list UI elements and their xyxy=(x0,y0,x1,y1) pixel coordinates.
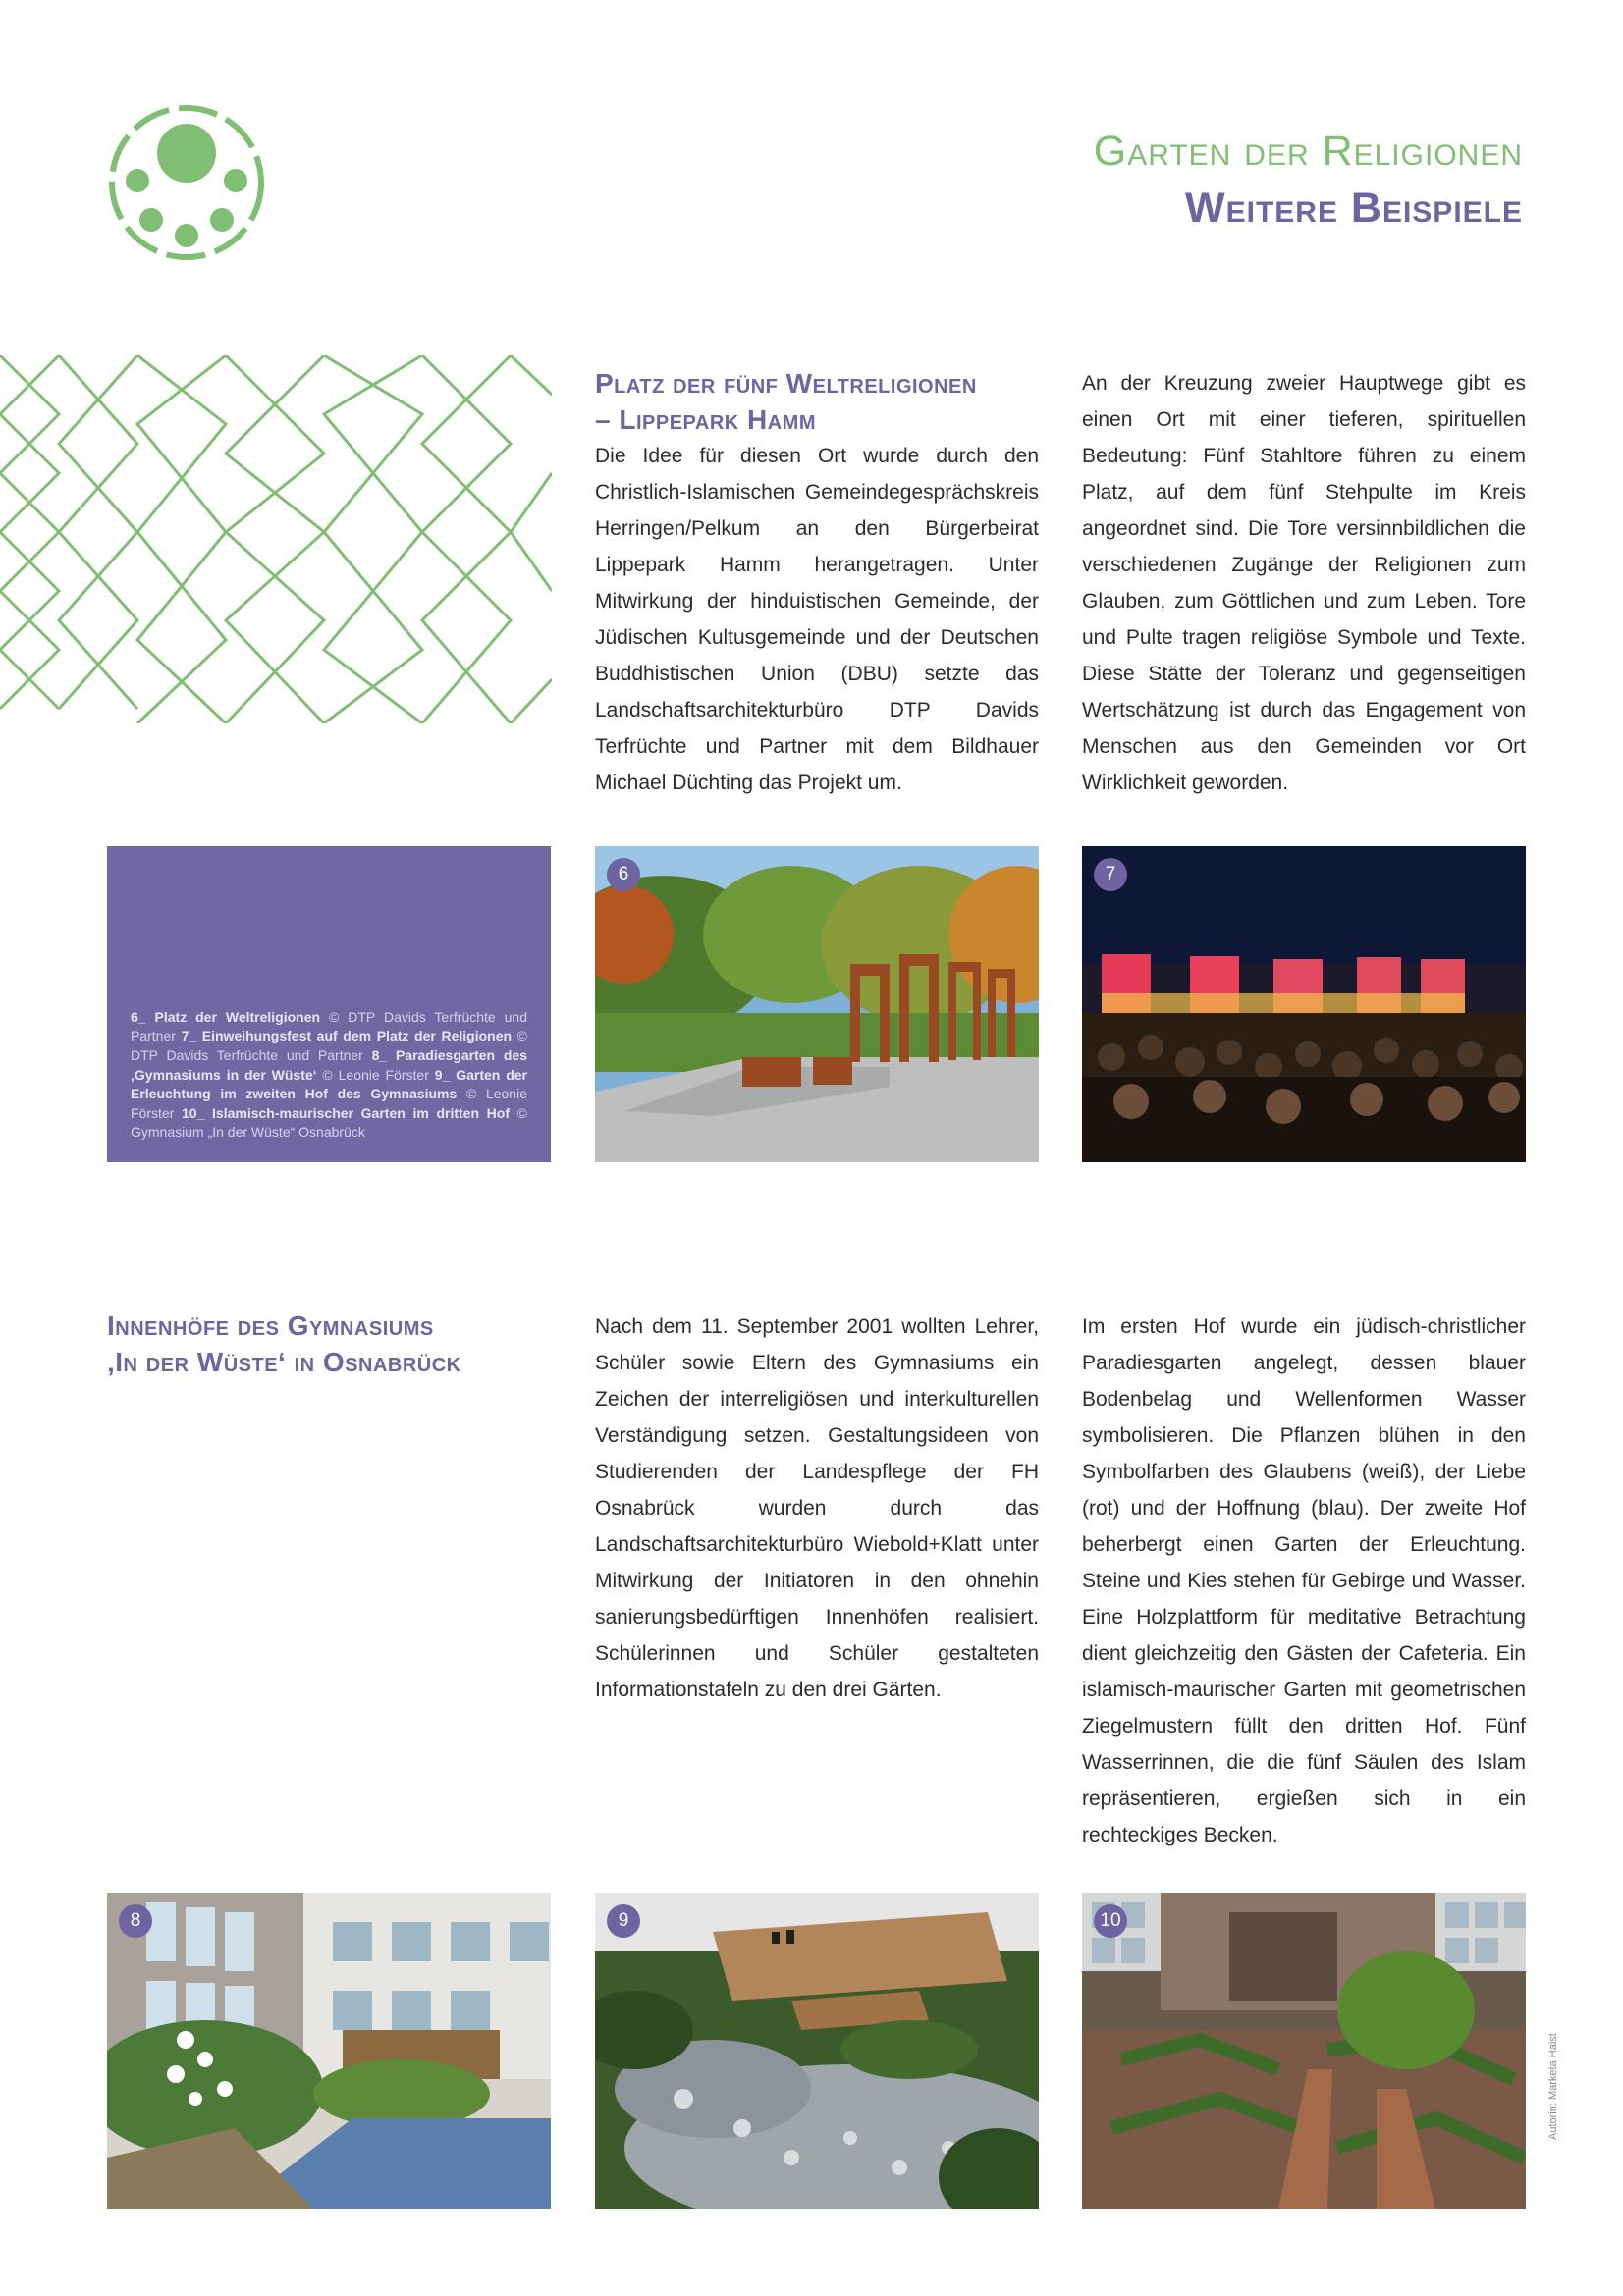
photo-8-number-badge: 8 xyxy=(119,1904,152,1938)
section2-heading-line1: Innenhöfe des Gymnasiums xyxy=(107,1310,434,1341)
header-title-line2: Weitere Beispiele xyxy=(1185,185,1523,232)
caption-6-label: 6_ Platz der Weltreligionen xyxy=(131,1008,321,1025)
green-lattice-pattern-icon xyxy=(0,355,552,723)
photo-6-image xyxy=(595,846,1039,1162)
caption-7-label: 7_ Einweihungsfest auf dem Platz der Religionen xyxy=(181,1028,513,1044)
photo-10 xyxy=(1082,1893,1526,2209)
section2-heading-line2: ‚In der Wüste‘ in Osnabrück xyxy=(107,1347,461,1377)
caption-8-label: 8_ Paradiesgarten des ‚Gymnasiums in der Wüste‘ xyxy=(131,1047,527,1083)
section1-text-col1: Die Idee für diesen Ort wurde durch den Christlich-Islamischen Gemeindegesprächskreis Herringen/Pelkum an den Bürgerbeirat Lippepark Hamm herangetragen. Unter Mitwirkung der hinduistischen Gemeinde, der Jüdischen Kultusgemeinde und der Deutschen Buddhistischen Union (DBU) setzte das Landschaftsarchitekturbüro DTP Davids Terfrüchte und Partner mit dem Bildhauer Michael Düchting das Projekt um. xyxy=(595,445,1039,794)
caption-6-credit: © DTP Davids Terfrüchte und Partner xyxy=(131,1008,527,1044)
section2-heading xyxy=(107,1308,551,1380)
caption-9-credit: © Leonie Förster xyxy=(131,1086,527,1121)
caption-box xyxy=(107,846,551,1162)
photo-8 xyxy=(107,1893,551,2209)
section1-heading-line2: – Lippepark Hamm xyxy=(595,404,816,435)
section2-column-right xyxy=(1082,1308,1526,1853)
caption-8-credit: © Leonie Förster xyxy=(316,1066,435,1083)
photo-7-number-badge: 7 xyxy=(1094,858,1127,891)
section2-column-left xyxy=(595,1308,1039,1708)
section2-text-col2: Im ersten Hof wurde ein jüdisch-christlicher Paradiesgarten angelegt, dessen blauer Bodenbelag und Wellenformen Wasser symbolisieren. Die Pflanzen blühen in den Symbolfarben des Glaubens (weiß), der Liebe (rot) und der Hoffnung (blau). Der zweite Hof beherbergt einen Garten der Erleuchtung. Steine und Kies stehen für Gebirge und Wasser. Eine Holzplattform für meditative Betrachtung dient gleichzeitig den Gästen der Cafeteria. Ein islamisch-maurischer Garten mit geometrischen Ziegelmustern füllt den dritten Hof. Fünf Wasserrinnen, die die fünf Säulen des Islam repräsentieren, ergießen sich in ein rechteckiges Becken. xyxy=(1082,1315,1526,1846)
photo-10-number-badge: 10 xyxy=(1094,1904,1127,1938)
section1-heading-line1: Platz der fünf Weltreligionen xyxy=(595,368,977,399)
header-title-line1: Garten der Religionen xyxy=(1093,128,1523,175)
author-credit: Autorin: Marketa Haist xyxy=(1547,2033,1559,2140)
circle-of-dots-logo-icon xyxy=(106,102,267,263)
section1-text-col2: An der Kreuzung zweier Hauptwege gibt es einen Ort mit einer tieferen, spirituellen Bedeutung: Fünf Stahltore führen zu einem Platz, auf dem fünf Stehpulte im Kreis angeordnet sind. Die Tore versinnbildlichen die verschiedenen Zugänge der Religionen zum Glauben, zum Göttlichen und zum Leben. Tore und Pulte tragen religiöse Symbole und Texte. Diese Stätte der Toleranz und gegenseitigen Wertschätzung ist durch das Engagement von Menschen aus den Gemeinden vor Ort Wirklichkeit geworden. xyxy=(1082,372,1526,794)
section2-heading-block xyxy=(107,1308,551,1380)
caption-10-label: 10_ Islamisch-maurischer Garten im dritten Hof xyxy=(182,1104,511,1121)
section1-column-right xyxy=(1082,365,1526,801)
caption-10-credit: © Gymnasium „In der Wüste“ Osnabrück xyxy=(131,1104,527,1141)
section2-text-col1: Nach dem 11. September 2001 wollten Lehrer, Schüler sowie Eltern des Gymnasiums ein Zeichen der interreligiösen und interkulturellen Verständigung setzen. Gestaltungsideen von Studierenden der Landespflege der FH Osnabrück wurden durch das Landschaftsarchitekturbüro Wiebold+Klatt unter Mitwirkung der Initiatoren in den ohnehin sanierungsbedürftigen Innenhöfen realisiert. Schülerinnen und Schüler gestalteten Informationstafeln zu den drei Gärten. xyxy=(595,1315,1039,1701)
photo-6-number-badge: 6 xyxy=(607,858,640,891)
caption-7-credit: © DTP Davids Terfrüchte und Partner xyxy=(131,1028,527,1064)
photo-9-image xyxy=(595,1893,1039,2209)
photo-7-image xyxy=(1082,846,1526,1162)
caption-text xyxy=(131,1008,527,1143)
photo-7 xyxy=(1082,846,1526,1162)
section1-heading xyxy=(595,365,1039,438)
section1-column-left xyxy=(595,365,1039,801)
photo-9 xyxy=(595,1893,1039,2209)
photo-6 xyxy=(595,846,1039,1162)
caption-9-label: 9_ Garten der Erleuchtung im zweiten Hof des Gymnasiums xyxy=(131,1066,527,1102)
photo-9-number-badge: 9 xyxy=(607,1904,640,1938)
photo-8-image xyxy=(107,1893,551,2209)
photo-10-image xyxy=(1082,1893,1526,2209)
